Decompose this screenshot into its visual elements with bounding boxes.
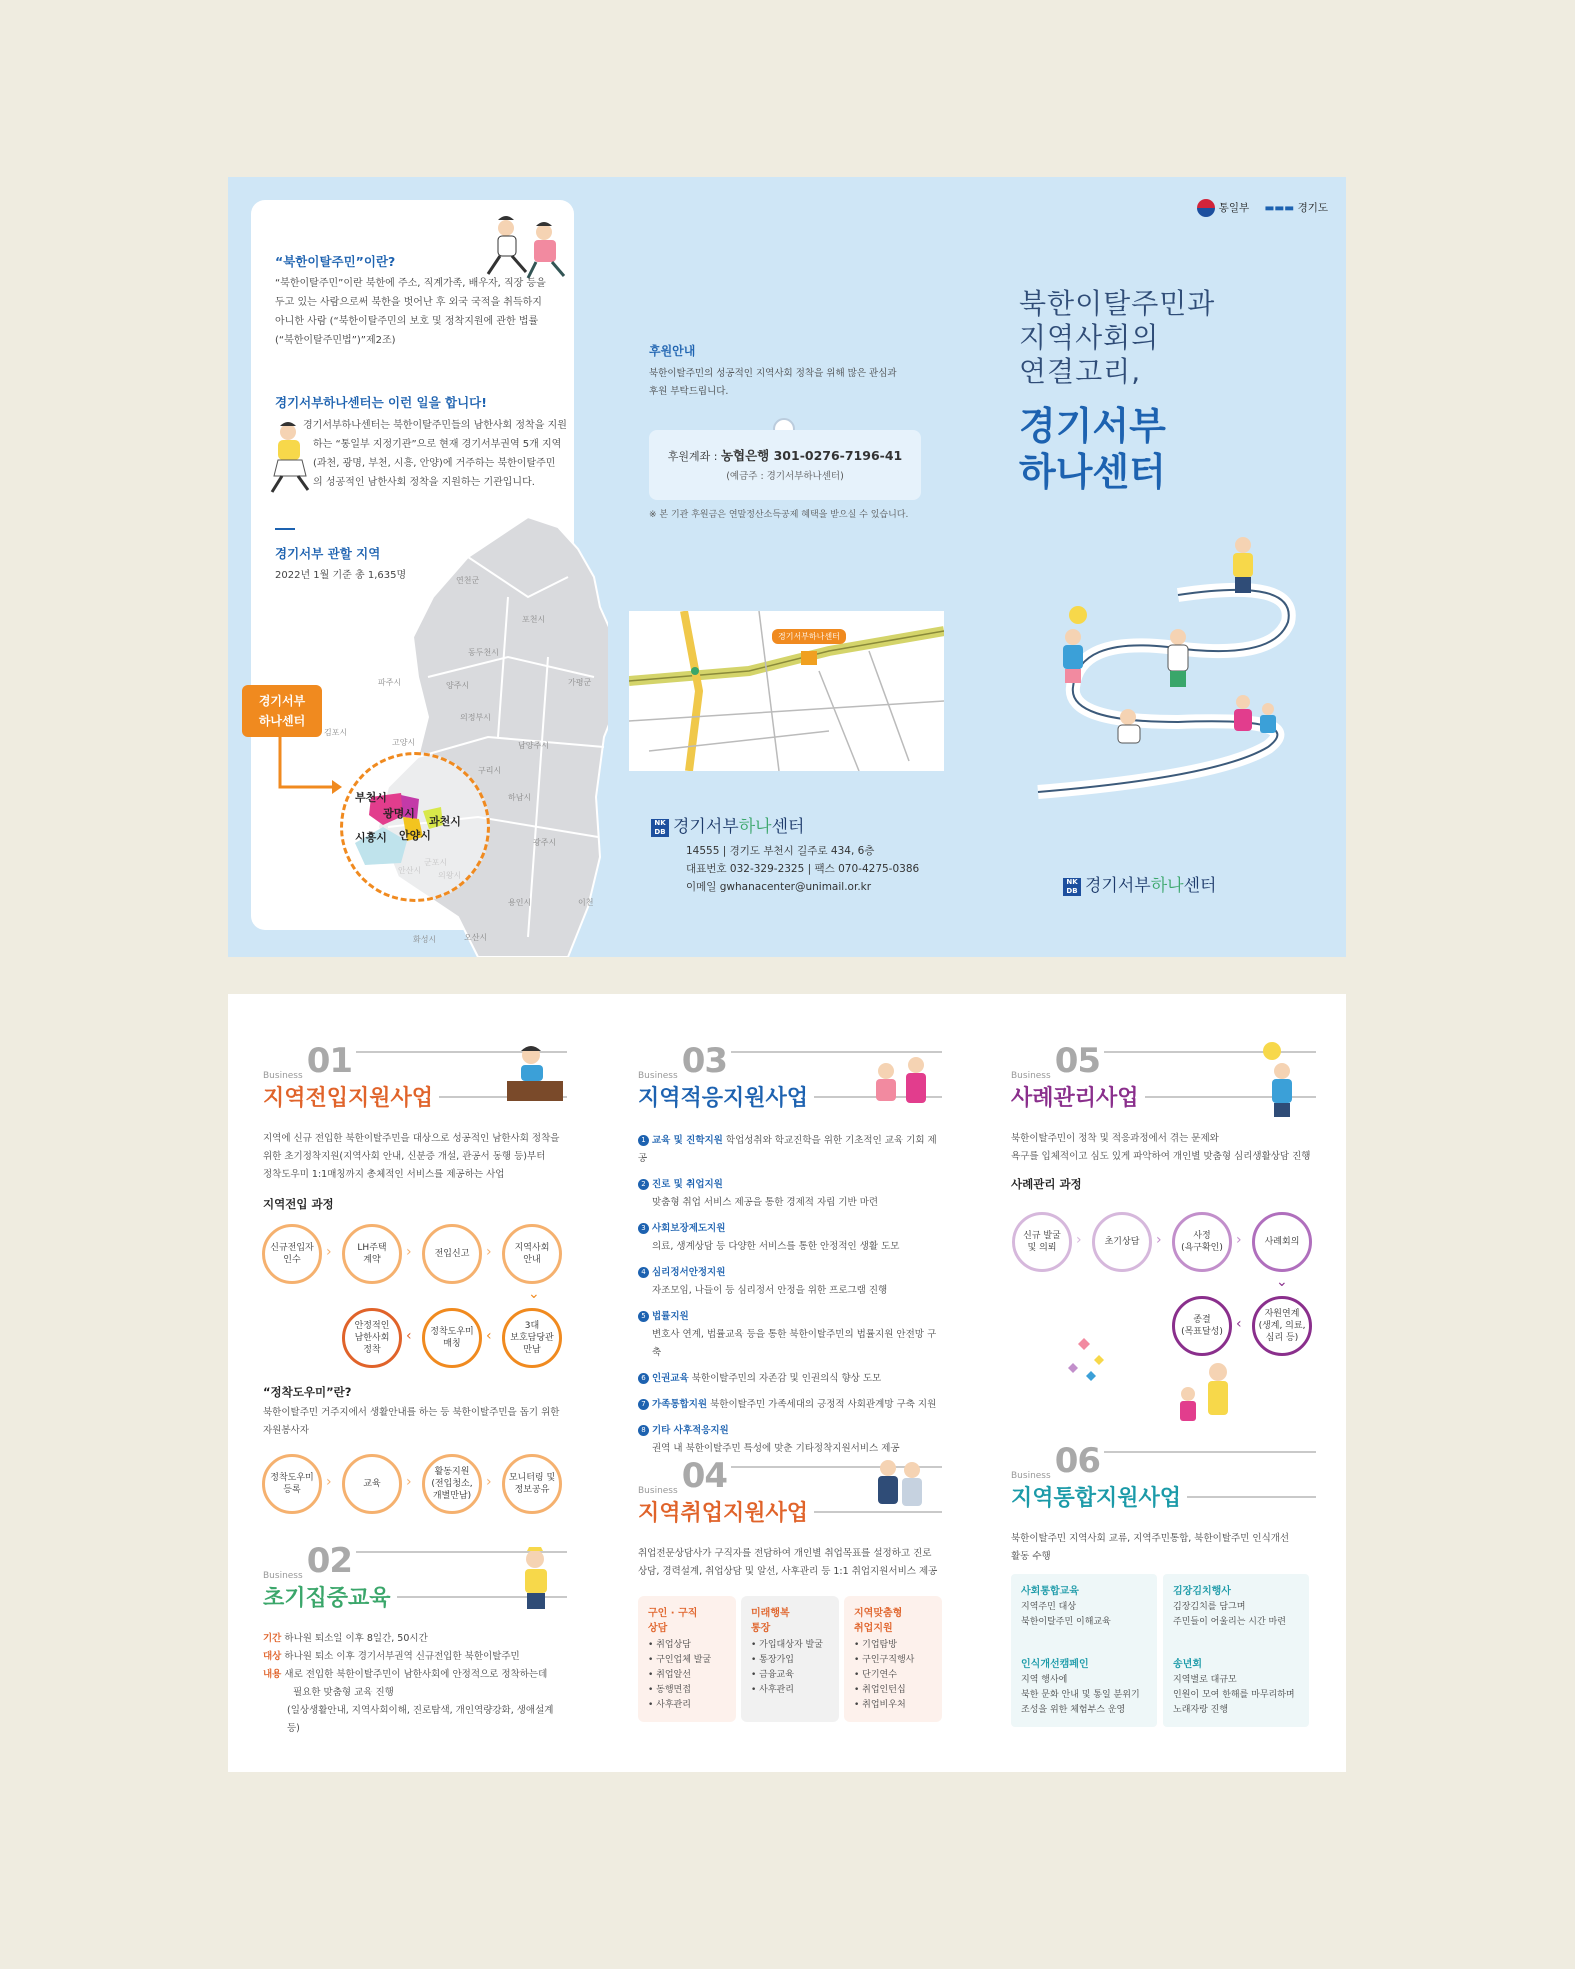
section-03: Business 03 지역적응지원사업 1 교육 및 진학지원 학업성취와 학교진학을 위한 기초적인 교육 기회 제공 2 진로 및 취업지원 맞춤형 취업 서비스 제공을 통한 경제적 자립 기반 마련 3 사회보장제도지원 의료, 생계상담 등 다양한 서비스를 통한 안정적인 생활 도모 4 심리정서안정지원 자조모임, 나들이 등 심리정서 안정을 위한 프로그램 진행 5 법률지원 변호사 연계, 법률교육 등을 통한 북한이탈주민의 법률지원 안전망 구축 6 인권교육 북한이탈주민의 자존감 및 인권의식 향상 도모 7 가족통합지원 북한이탈주민 가족세대의 긍정적 사회관계망 구축 지원 8 기타 사후적응지원 권역 내 북한이탈주민 특성에 맞춘 기타정착지원서비스 제공: [638, 1041, 942, 1458]
support-text: 북한이탈주민의 성공적인 지역사회 정착을 위해 많은 관심과 후원 부탁드립니다.: [649, 368, 897, 397]
center-callout: 경기서부 하나센터: [242, 685, 322, 737]
ministry-logos: 통일부 ▬▬▬ 경기도: [1197, 199, 1328, 217]
list-item: 4 심리정서안정지원: [638, 1264, 942, 1282]
list-item: 6 인권교육 북한이탈주민의 자존감 및 인권의식 향상 도모: [638, 1370, 942, 1388]
region-highlight-circle: 부천시 광명시 과천시 시흥시 안양시: [340, 752, 490, 902]
section-number: 05: [1054, 1041, 1101, 1081]
integration-box: 김장김치행사 김장김치를 담그며 주민들이 어울리는 시간 마련: [1163, 1574, 1309, 1654]
section-title: 지역취업지원사업: [638, 1501, 809, 1526]
callout-arrow: [276, 737, 346, 807]
integration-box: 송년회 지역별로 대규모 인원이 모여 한해를 마무리하며 노래자랑 진행: [1163, 1647, 1309, 1727]
brochure-back: [228, 994, 1346, 1772]
arrow-right-icon: ›: [406, 1244, 412, 1260]
arrow-left-icon: ‹: [486, 1328, 492, 1344]
mother-child-illustration: [864, 1055, 938, 1109]
section-title: 사례관리사업: [1011, 1086, 1139, 1111]
process-node: 지역사회 안내: [502, 1224, 562, 1284]
defector-def-text: “북한이탈주민”이란 북한에 주소, 직계가족, 배우자, 직장 등을 두고 있는 사람으로써 북한을 벗어난 후 외국 국적을 취득하지 아니한 사람 (“북한이탈주민의 보호 및 정착지원에 관한 법률 (“북한이탈주민법”)”제2조): [275, 278, 546, 346]
phone-fax: 대표번호 032-329-2325 | 팩스 070-4275-0386: [686, 863, 920, 875]
arrow-right-icon: ›: [326, 1244, 332, 1260]
list-item: 7 가족통합지원 북한이탈주민 가족세대의 긍정적 사회관계망 구축 지원: [638, 1396, 942, 1414]
section-06: Business 06 지역통합지원사업 북한이탈주민 지역사회 교류, 지역주민통합, 북한이탈주민 인식개선 활동 수행: [1011, 1441, 1316, 1566]
section-number: 02: [306, 1541, 353, 1581]
support-title: 후원안내: [649, 344, 696, 358]
section-title: 지역적응지원사업: [638, 1086, 809, 1111]
process-node: 정착도우미 등록: [262, 1454, 322, 1514]
arrow-right-icon: ›: [1236, 1232, 1242, 1248]
donation-account-box: 후원계좌 : 농협은행 301-0276-7196-41 (예금주 : 경기서부하나센터): [649, 430, 921, 500]
process-node: LH주택 계약: [342, 1224, 402, 1284]
center-role-text: 경기서부하나센터는 북한이탈주민들의 남한사회 정착을 지원 하는 “통일부 지정기관”으로 현재 경기서부권역 5개 지역 (과천, 광명, 부천, 시흥, 안양)에 거주하는 북한이탈주민 의 성공적인 남한사회 정착을 지원하는 기관입니다.: [303, 420, 567, 488]
process-node: 안정적인 남한사회 정착: [342, 1308, 402, 1368]
unification-ministry-icon: [1197, 199, 1215, 217]
process-title: 사례관리 과정: [1011, 1177, 1082, 1191]
brochure-front: [228, 177, 1346, 957]
arrow-left-icon: ‹: [1236, 1316, 1242, 1332]
arrow-right-icon: ›: [486, 1474, 492, 1490]
center-logo-right: NK DB 경기서부하나센터: [1063, 871, 1216, 896]
arrow-right-icon: ›: [406, 1474, 412, 1490]
center-role-title: 경기서부하나센터는 이런 일을 합니다!: [275, 395, 487, 410]
center-logo-middle: NK DB 경기서부하나센터: [651, 812, 804, 837]
list-item: 1 교육 및 진학지원 학업성취와 학교진학을 위한 기초적인 교육 기회 제공: [638, 1135, 937, 1164]
area-count: 2022년 1월 기준 총 1,635명: [275, 570, 407, 581]
helper-definition: “정착도우미”란? 북한이탈주민 거주지에서 생활안내를 하는 등 북한이탈주민을 돕기 위한 자원봉사자: [263, 1385, 560, 1436]
arrow-right-icon: ›: [1076, 1232, 1082, 1248]
process-node: 사례회의: [1252, 1212, 1312, 1272]
section-number: 04: [681, 1456, 728, 1496]
location-map: [629, 611, 944, 771]
arrow-right-icon: ›: [486, 1244, 492, 1260]
account-number: 농협은행 301-0276-7196-41: [720, 448, 903, 463]
tagline: 북한이탈주민과 지역사회의 연결고리,: [1019, 287, 1216, 388]
section-02: Business 02 초기집중교육 기간 하나원 퇴소일 이후 8일간, 50시간 대상 하나원 퇴소 이후 경기서부권역 신규전입한 북한이탈주민 내용 새로 전입한 북한이탈주민이 남한사회에 안정적으로 정착하는데 필요한 맞춤형 교육 진행 (일상생활안내, 지역사회이해, 진로탐색, 개인역량강화, 생애설계 등): [263, 1541, 567, 1738]
section-title: 초기집중교육: [263, 1586, 391, 1611]
process-node: 사정 (욕구확인): [1172, 1212, 1232, 1272]
process-node: 자원연계 (생계, 의료, 심리 등): [1252, 1296, 1312, 1356]
process-node: 전입신고: [422, 1224, 482, 1284]
arrow-down-icon: ⌄: [1276, 1274, 1288, 1290]
education-info: 기간 하나원 퇴소일 이후 8일간, 50시간 대상 하나원 퇴소 이후 경기서부권역 신규전입한 북한이탈주민 내용 새로 전입한 북한이탈주민이 남한사회에 안정적으로 정착하는데 필요한 맞춤형 교육 진행 (일상생활안내, 지역사회이해, 진로탐색, 개인역량강화, 생애설계 등): [263, 1633, 554, 1734]
section-title: 지역전입지원사업: [263, 1086, 434, 1111]
process-node: 신규전입자 인수: [262, 1224, 322, 1284]
section-number: 06: [1054, 1441, 1101, 1481]
tax-note: ※ 본 기관 후원금은 연말정산소득공제 혜택을 받으실 수 있습니다.: [649, 510, 909, 520]
account-holder: (예금주 : 경기서부하나센터): [726, 471, 844, 482]
arrow-down-icon: ⌄: [528, 1286, 540, 1302]
arrow-right-icon: ›: [326, 1474, 332, 1490]
arrow-left-icon: ‹: [406, 1328, 412, 1344]
email: 이메일 gwhanacenter@unimail.or.kr: [686, 881, 872, 893]
list-item: 3 사회보장제도지원: [638, 1220, 942, 1238]
flower-basket-illustration: [1250, 1041, 1310, 1121]
helper-process-flow: [258, 1454, 568, 1524]
hearts-family-illustration: [1058, 1324, 1318, 1434]
list-item: 2 진로 및 취업지원: [638, 1176, 942, 1194]
section-desc: 북한이탈주민 지역사회 교류, 지역주민통합, 북한이탈주민 인식개선 활동 수행: [1011, 1533, 1290, 1562]
section-04: Business 04 지역취업지원사업 취업전문상담사가 구직자를 전담하여 개인별 취업목표를 설정하고 진로 상담, 경력설계, 취업상담 및 알선, 사후관리 등 1:1 취업지원서비스 제공: [638, 1456, 942, 1581]
employment-box: 지역맞춤형 취업지원 • 기업탐방 • 구인구직행사 • 단기연수 • 취업인턴십 • 취업비우처: [844, 1596, 942, 1722]
arrow-right-icon: ›: [1156, 1232, 1162, 1248]
employment-box: 미래행복 통장 • 가입대상자 발굴 • 통장가입 • 금융교육 • 사후관리: [741, 1596, 839, 1722]
section-desc: 취업전문상담사가 구직자를 전담하여 개인별 취업목표를 설정하고 진로 상담, 경력설계, 취업상담 및 알선, 사후관리 등 1:1 취업지원서비스 제공: [638, 1548, 938, 1577]
list-item: 8 기타 사후적응지원: [638, 1422, 942, 1440]
process-node: 초기상담: [1092, 1212, 1152, 1272]
process-node: 종결 (목표달성): [1172, 1296, 1232, 1356]
center-name-title: 경기서부 하나센터: [1019, 404, 1166, 494]
employment-box: 구인 · 구직 상담 • 취업상담 • 구인업체 발굴 • 취업알선 • 동행면접 • 사후관리: [638, 1596, 736, 1722]
process-node: 신규 발굴 및 의뢰: [1012, 1212, 1072, 1272]
section-01: Business 01 지역전입지원사업 지역에 신규 전입한 북한이탈주민을 대상으로 성공적인 남한사회 정착을 위한 초기정착지원(지역사회 안내, 신분증 개설, 관공서 동행 등)부터 정착도우미 1:1매칭까지 총체적인 서비스를 제공하는 사업 지역전입 과정: [263, 1041, 567, 1212]
job-seekers-illustration: [868, 1456, 932, 1522]
list-item: 5 법률지원: [638, 1308, 942, 1326]
gyeonggi-logo-icon: ▬▬▬: [1264, 202, 1295, 214]
integration-box: 인식개선캠페인 지역 행사에 북한 문화 안내 및 통일 분위기 조성을 위한 체험부스 운영: [1011, 1647, 1157, 1727]
desk-worker-illustration: [501, 1041, 567, 1107]
section-05: Business 05 사례관리사업 북한이탈주민이 정착 및 적응과정에서 겪는 문제와 욕구를 입체적이고 심도 있게 파악하여 개인별 맞춤형 심리생활상담 진행 사례관리 과정: [1011, 1041, 1316, 1192]
area-title: 경기서부 관할 지역: [275, 546, 381, 561]
process-node: 교육: [342, 1454, 402, 1514]
address: 14555 | 경기도 부천시 길주로 434, 6층: [686, 845, 875, 857]
defector-def-title: “북한이탈주민”이란?: [275, 254, 396, 269]
map-labels: 연천군 포천시 동두천시 파주시 양주시 가평군 의정부시 김포시 고양시 남양주시 구리시 하남시 광주시 용인시 이천 화성시 오산시: [324, 576, 594, 944]
student-illustration: [511, 1545, 561, 1615]
section-number: 01: [306, 1041, 353, 1081]
process-node: 3대 보호담당관 만남: [502, 1308, 562, 1368]
process-node: 활동지원 (전입청소, 개별만남): [422, 1454, 482, 1514]
section-title: 지역통합지원사업: [1011, 1486, 1182, 1511]
process-node: 모니터링 및 정보공유: [502, 1454, 562, 1514]
process-title: 지역전입 과정: [263, 1197, 334, 1211]
process-node: 정착도우미 매칭: [422, 1308, 482, 1368]
contact-info: [686, 842, 919, 896]
section-desc: 북한이탈주민이 정착 및 적응과정에서 겪는 문제와 욕구를 입체적이고 심도 있게 파악하여 개인별 맞춤형 심리생활상담 진행: [1011, 1133, 1311, 1162]
adaptation-list: 1 교육 및 진학지원 학업성취와 학교진학을 위한 기초적인 교육 기회 제공 2 진로 및 취업지원 맞춤형 취업 서비스 제공을 통한 경제적 자립 기반 마련 3 사회보장제도지원 의료, 생계상담 등 다양한 서비스를 통한 안정적인 생활 도모 4 심리정서안정지원 자조모임, 나들이 등 심리정서 안정을 위한 프로그램 진행 5 법률지원 변호사 연계, 법률교육 등을 통한 북한이탈주민의 법률지원 안전망 구축 6 인권교육 북한이탈주민의 자존감 및 인권의식 향상 도모 7 가족통합지원 북한이탈주민 가족세대의 긍정적 사회관계망 구축 지원 8 기타 사후적응지원 권역 내 북한이탈주민 특성에 맞춘 기타정착지원서비스 제공: [638, 1132, 942, 1458]
path-people-illustration: [1018, 447, 1338, 807]
section-desc: 지역에 신규 전입한 북한이탈주민을 대상으로 성공적인 남한사회 정착을 위한 초기정착지원(지역사회 안내, 신분증 개설, 관공서 동행 등)부터 정착도우미 1:1매칭까지 총체적인 서비스를 제공하는 사업: [263, 1133, 560, 1180]
section-number: 03: [681, 1041, 728, 1081]
integration-box: 사회통합교육 지역주민 대상 북한이탈주민 이해교육: [1011, 1574, 1157, 1654]
map-pin-label: 경기서부하나센터: [772, 629, 846, 644]
